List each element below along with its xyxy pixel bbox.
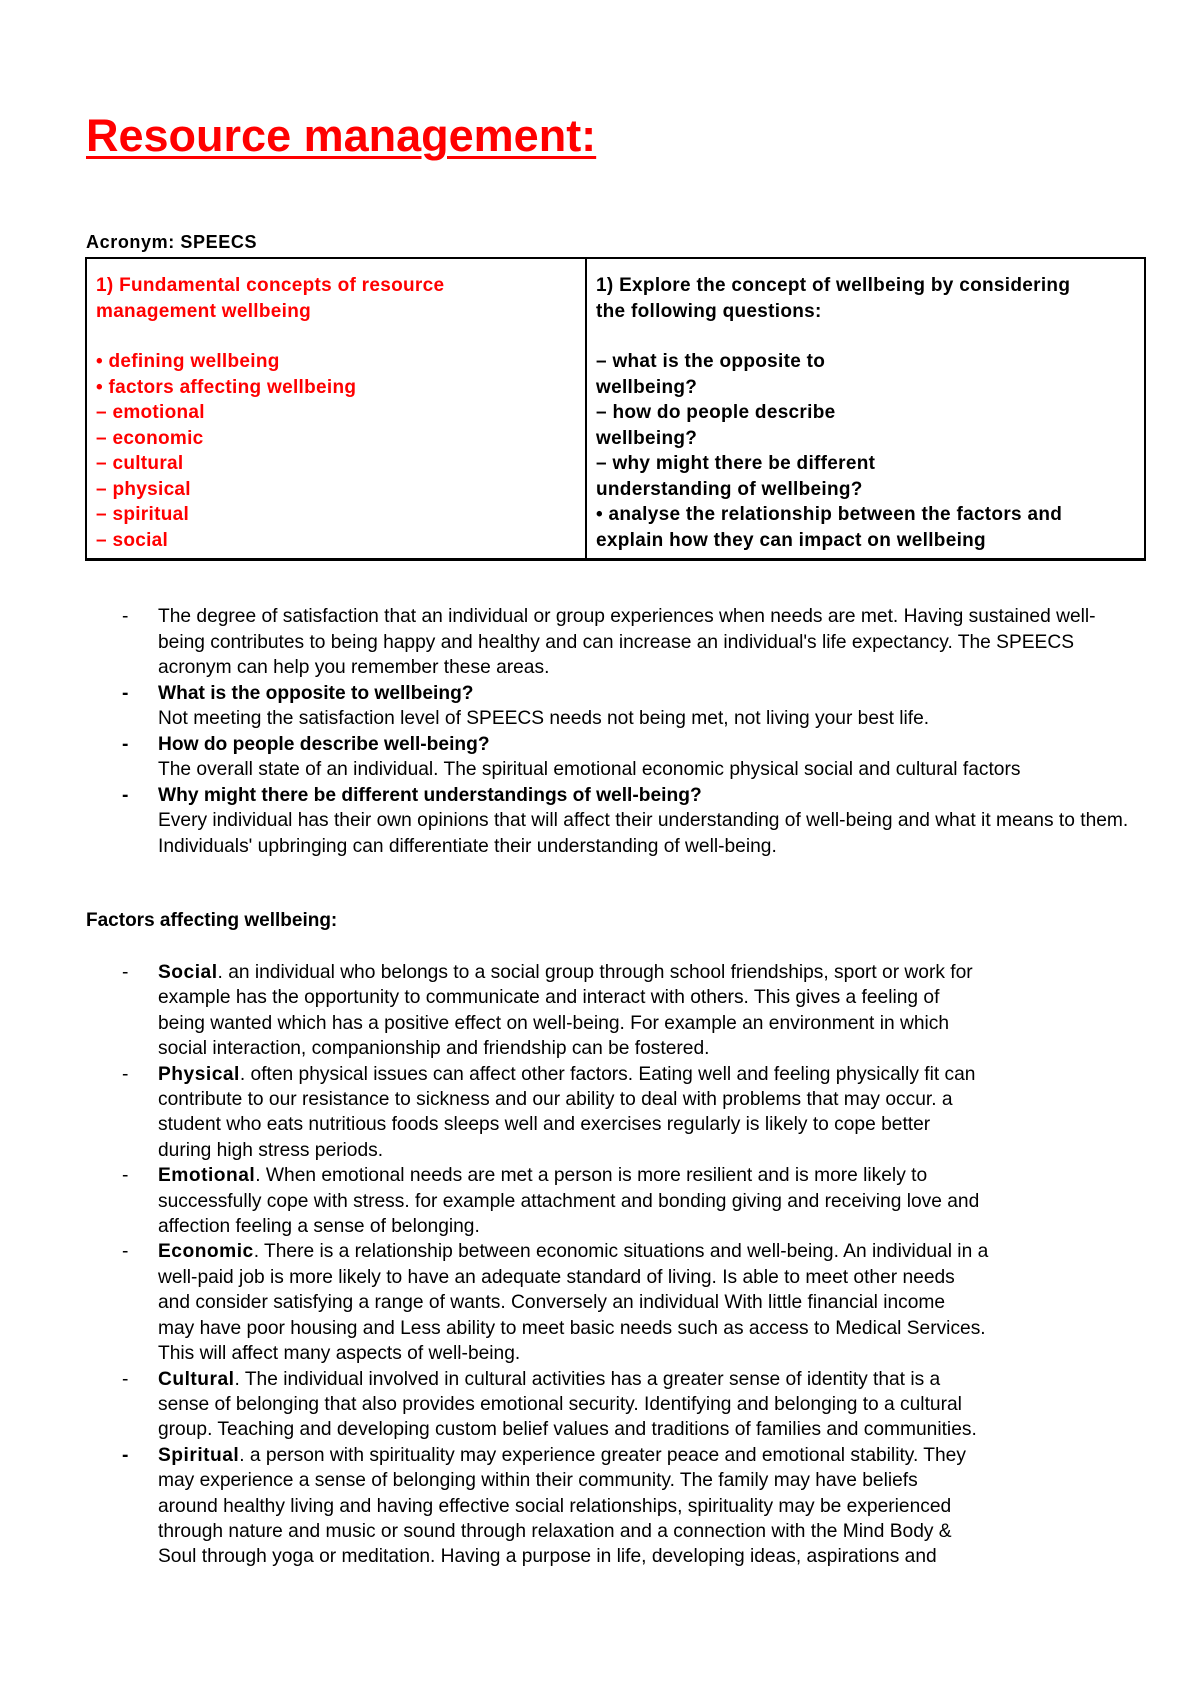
- factor-line: [158, 1417, 1140, 1442]
- left-column-line: • defining wellbeing: [96, 351, 280, 372]
- factor-line: [158, 1341, 1140, 1366]
- factor-keyword: Cultural: [158, 1368, 235, 1390]
- factor-item: [0, 1367, 1200, 1443]
- right-column-line: explain how they can impact on wellbeing: [596, 529, 986, 551]
- answer-text: The degree of satisfaction that an individual or group experiences when needs are met. Having sustained well-being contributes to being happy and healthy and can increase an individual's life expectancy. The SPEECS acronym can help you remember these areas.: [158, 606, 1096, 678]
- left-column-line: – social: [96, 529, 169, 551]
- bullet-dash: -: [122, 1444, 129, 1466]
- question-text: What is the opposite to wellbeing?: [158, 682, 474, 704]
- left-column-line: – spiritual: [96, 504, 190, 525]
- list-item: [0, 681, 1200, 732]
- list-item: [0, 783, 1200, 860]
- answer-text: The overall state of an individual. The spiritual emotional economic physical social and cultural factors: [158, 759, 1021, 780]
- bullet-dash: -: [122, 682, 129, 704]
- list-item: [0, 732, 1200, 783]
- page-title: Resource management:: [86, 110, 597, 161]
- answer-text: Not meeting the satisfaction level of SPEECS needs not being met, not living your best life.: [158, 708, 930, 729]
- left-column-line: management wellbeing: [96, 300, 312, 322]
- factor-line: [158, 1011, 1140, 1036]
- factor-text: . There is a relationship between economic situations and well-being. An individual in a: [253, 1241, 989, 1263]
- factor-line: [158, 1239, 1140, 1264]
- factor-item: [0, 1163, 1200, 1239]
- factor-keyword: Economic: [158, 1241, 254, 1263]
- factor-text: . a person with spirituality may experience greater peace and emotional stability. They: [239, 1444, 966, 1466]
- factor-text: . When emotional needs are met a person is more resilient and is more likely to: [255, 1165, 928, 1187]
- factor-text: well-paid job is more likely to have an adequate standard of living. Is able to meet other needs: [158, 1266, 955, 1288]
- bullet-dash: -: [122, 1165, 129, 1187]
- factor-line: [158, 1494, 1140, 1519]
- wellbeing-questions-list: [0, 604, 1200, 859]
- factor-text: group. Teaching and developing custom belief values and traditions of families and communities.: [158, 1419, 977, 1441]
- factor-line: [158, 985, 1140, 1010]
- factor-line: [158, 1290, 1140, 1315]
- factor-item: [0, 1239, 1200, 1366]
- factor-text: may have poor housing and Less ability to meet basic needs such as access to Medical Services.: [158, 1317, 986, 1339]
- bullet-dash: -: [122, 1241, 129, 1263]
- factor-line: [158, 1189, 1140, 1214]
- question-text: How do people describe well-being?: [158, 733, 490, 755]
- right-column-line: – how do people describe: [596, 402, 836, 423]
- factor-line: [158, 1214, 1140, 1239]
- left-column-line: – emotional: [96, 402, 205, 423]
- right-column-line: the following questions:: [596, 300, 822, 322]
- bullet-dash: -: [122, 1368, 129, 1390]
- factor-line: [158, 1367, 1140, 1392]
- spacer: [596, 324, 1136, 349]
- right-column-line: wellbeing?: [596, 376, 698, 398]
- left-column-line: – physical: [96, 478, 191, 500]
- factor-text: . an individual who belongs to a social group through school friendships, sport or work for: [217, 962, 973, 983]
- factor-line: [158, 1062, 1140, 1087]
- factor-line: [158, 1519, 1140, 1544]
- factor-line: [158, 1036, 1140, 1061]
- concepts-table: [85, 257, 1146, 561]
- factors-heading: Factors affecting wellbeing:: [86, 910, 338, 931]
- factor-keyword: Physical: [158, 1063, 240, 1085]
- factor-text: student who eats nutritious foods sleeps well and exercises regularly is likely to cope better: [158, 1114, 931, 1136]
- factor-text: contribute to our resistance to sickness and our ability to deal with problems that may occur. a: [158, 1089, 953, 1111]
- bullet-dash: -: [122, 962, 129, 983]
- factor-text: example has the opportunity to communicate and interact with others. This gives a feeling of: [158, 987, 940, 1009]
- answer-text: Every individual has their own opinions that will affect their understanding of well-being and what it means to them. Individuals' upbringing can differentiate their understanding of well-being.: [158, 810, 1129, 857]
- factors-list: [0, 960, 1200, 1570]
- factor-text: and consider satisfying a range of wants. Conversely an individual With little financial income: [158, 1292, 946, 1314]
- bullet-dash: -: [122, 733, 129, 755]
- factor-line: [158, 1163, 1140, 1188]
- right-column-line: understanding of wellbeing?: [596, 478, 863, 500]
- factor-text: . often physical issues can affect other factors. Eating well and feeling physically fit can: [239, 1063, 976, 1085]
- list-item: [0, 604, 1200, 681]
- factor-text: Soul through yoga or meditation. Having a purpose in life, developing ideas, aspirations and: [158, 1546, 937, 1568]
- right-column-line: – why might there be different: [596, 453, 876, 474]
- factor-item: [0, 1062, 1200, 1164]
- factor-line: [158, 1087, 1140, 1112]
- factor-line: [158, 960, 1140, 985]
- bullet-dash: -: [122, 784, 129, 806]
- right-column-line: wellbeing?: [596, 427, 698, 449]
- factor-line: [158, 1316, 1140, 1341]
- right-column-line: • analyse the relationship between the factors and: [596, 504, 1063, 525]
- left-column-line: – economic: [96, 427, 204, 449]
- factor-item: [0, 960, 1200, 1062]
- right-column-line: – what is the opposite to: [596, 351, 826, 372]
- factor-line: [158, 1265, 1140, 1290]
- factor-text: affection feeling a sense of belonging.: [158, 1216, 480, 1238]
- bullet-dash: -: [122, 606, 129, 627]
- factor-keyword: Social: [158, 962, 218, 983]
- left-column-line: 1) Fundamental concepts of resource: [96, 275, 445, 296]
- factor-line: [158, 1443, 1140, 1468]
- factor-text: around healthy living and having effective social relationships, spirituality may be experienced: [158, 1495, 952, 1517]
- factor-line: [158, 1112, 1140, 1137]
- factor-keyword: Spiritual: [158, 1444, 240, 1466]
- factor-line: [158, 1544, 1140, 1569]
- factor-text: through nature and music or sound through relaxation and a connection with the Mind Body &: [158, 1520, 952, 1542]
- questions-column: [587, 259, 1144, 558]
- question-text: Why might there be different understandings of well-being?: [158, 784, 702, 806]
- factor-text: This will affect many aspects of well-being.: [158, 1343, 521, 1365]
- right-column-line: 1) Explore the concept of wellbeing by considering: [596, 275, 1071, 296]
- factor-text: being wanted which has a positive effect on well-being. For example an environment in which: [158, 1012, 950, 1034]
- factor-text: during high stress periods.: [158, 1139, 384, 1161]
- factor-item: [0, 1443, 1200, 1570]
- factor-line: [158, 1138, 1140, 1163]
- acronym-line: Acronym: SPEECS: [86, 232, 258, 252]
- factor-line: [158, 1392, 1140, 1417]
- left-column-line: • factors affecting wellbeing: [96, 376, 357, 398]
- factor-text: . The individual involved in cultural activities has a greater sense of identity that is a: [234, 1368, 941, 1390]
- bullet-dash: -: [122, 1063, 129, 1085]
- factor-text: may experience a sense of belonging within their community. The family may have beliefs: [158, 1470, 918, 1492]
- concepts-column: [87, 259, 587, 558]
- factor-text: sense of belonging that also provides emotional security. Identifying and belonging to a cultural: [158, 1393, 962, 1415]
- factor-line: [158, 1468, 1140, 1493]
- left-column-line: – cultural: [96, 453, 184, 474]
- factor-keyword: Emotional: [158, 1165, 256, 1187]
- spacer: [96, 324, 577, 349]
- factor-text: successfully cope with stress. for example attachment and bonding giving and receiving love and: [158, 1190, 980, 1212]
- factor-text: social interaction, companionship and friendship can be fostered.: [158, 1038, 710, 1060]
